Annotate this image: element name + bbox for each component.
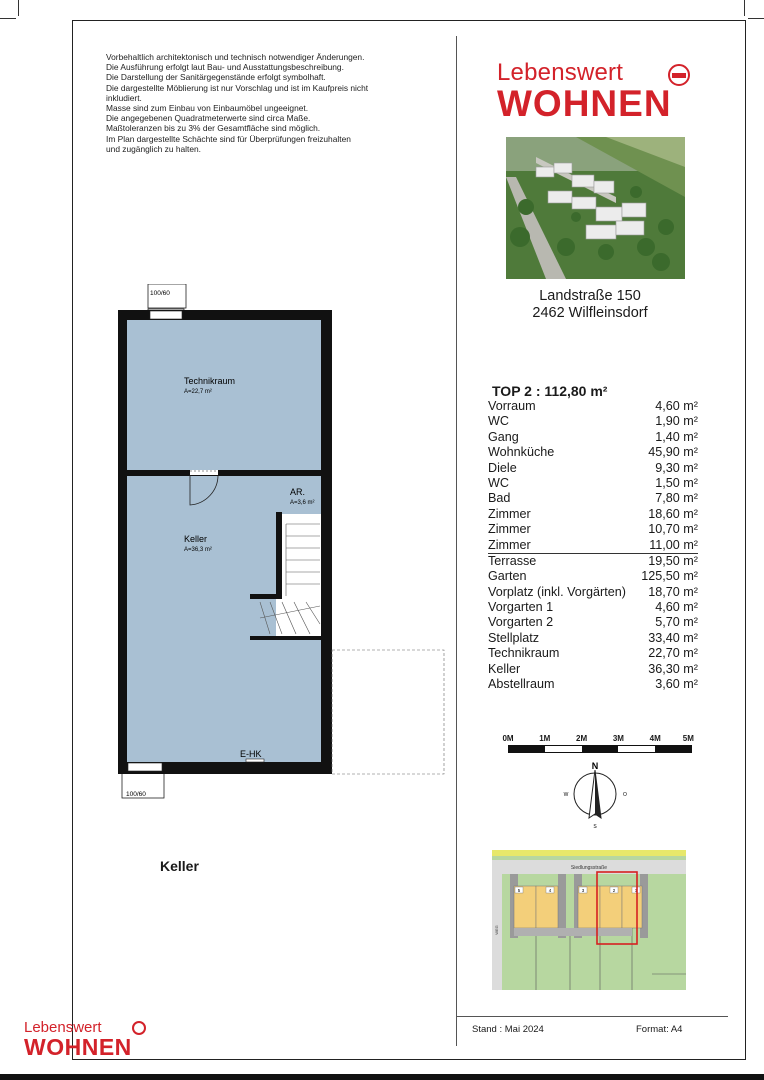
scale-label: 0M [502,734,514,743]
compass-n: N [591,761,599,771]
scale-bar-track [508,745,692,753]
room-name: Stellplatz [488,630,540,645]
room-name: Gang [488,429,519,444]
room-name: Garten [488,569,527,584]
room-area: 18,60 m² [648,506,698,521]
room-name: Zimmer [488,506,531,521]
room-area: 33,40 m² [648,630,698,645]
note-line: Vorbehaltlich architektonisch und technisch notwendiger Änderungen. [106,52,365,62]
room-area: 11,00 m² [649,537,698,552]
room-name: Terrasse [488,553,537,568]
compass-icon [560,758,630,830]
window-bottom-label: 100/60 [126,791,146,798]
scale-segment [655,746,691,752]
room-name: Vorplatz (inkl. Vorgärten) [488,584,626,599]
room-row [488,414,698,429]
crop-mark-top-right-v [744,0,761,16]
room-area: 1,90 m² [655,414,698,429]
disclaimer-notes [106,52,436,154]
room-row [488,662,698,677]
room-name: Vorraum [488,399,536,413]
seal-icon [668,64,690,86]
scale-labels [502,734,694,744]
room-area: 5,70 m² [655,615,698,630]
room-row [488,445,698,460]
scale-segment [582,746,618,752]
room-area: 4,60 m² [655,399,698,413]
compass-s: S [593,824,597,830]
room-area-list [488,399,698,692]
unit-number: 2 [612,888,616,893]
floor-label: Keller [160,858,199,874]
note-line: inkludiert. [106,92,142,103]
note-line: und zugänglich zu halten. [106,143,201,154]
room1-label: Technikraum [184,376,236,386]
unit-number: 3 [581,888,585,893]
room-name: Diele [488,460,517,475]
room-name: Wohnküche [488,445,555,460]
room-row [488,430,698,445]
stair-area [276,514,321,638]
stand-date: Stand : Mai 2024 [472,1024,544,1035]
room3-area: A=3,6 m² [290,500,315,506]
column-divider [456,36,457,1046]
note-line: Maßtoleranzen bis zu 3% der Gesamtfläche sind möglich. [106,123,321,134]
room-row [488,491,698,506]
room-area: 7,80 m² [655,491,698,506]
room-area: 4,60 m² [655,600,698,615]
crop-mark-top-left [0,18,16,35]
scale-label: 4M [649,734,661,743]
ehk-label: E-HK [240,749,262,759]
note-line: Die angegebenen Quadratmeterwerte sind circa Maße. [106,113,311,124]
scale-segment [509,746,545,752]
unit-number: 1 [634,888,638,893]
room-row [488,615,698,630]
room2-label: Keller [184,534,208,544]
crop-mark-top-right [748,18,764,35]
room-area: 36,30 m² [648,661,698,676]
site-plan [492,850,686,990]
room-name: Vorgarten 1 [488,600,554,615]
footer-seal-icon [132,1021,146,1035]
siteplan-street-label: Siedlungsstraße [570,865,608,871]
room-row [488,507,698,522]
bottom-edge-bar [0,1074,764,1080]
room-name: Zimmer [488,537,531,552]
room-row [488,631,698,646]
room-row [488,677,698,692]
siteplan-side-label: WEG [494,925,499,935]
room-name: Technikraum [488,646,560,661]
address-city: 2462 Wilfleinsdorf [532,305,648,321]
room-area: 3,60 m² [655,677,698,692]
scale-bar [502,734,694,753]
room-name: Vorgarten 2 [488,615,554,630]
room1-area: A=22,7 m² [184,389,212,395]
room-name: Zimmer [488,522,531,537]
unit-title: TOP 2 : 112,80 m² [492,383,608,399]
compass-w: W [563,792,569,798]
note-line: Im Plan dargestellte Schächte sind für Überprüfungen freizuhalten [106,133,351,144]
scale-label: 2M [576,734,588,743]
paper-format: Format: A4 [636,1024,683,1035]
room-row [488,461,698,476]
note-line: Masse sind zum Einbau von Einbaumöbel ungeeignet. [106,103,309,114]
crop-mark-top-left-v [18,0,35,16]
footer-brand-line1: Lebenswert [24,1019,102,1036]
room-name: WC [488,475,509,490]
room-technikraum [127,320,321,470]
room-name: Keller [488,661,521,676]
window-top-label: 100/60 [150,290,170,297]
room-name: WC [488,414,509,429]
room-area: 19,50 m² [648,553,698,568]
room-row [488,522,698,537]
room-row [488,476,698,491]
room3-label: AR. [290,487,306,497]
footer-divider [456,1016,728,1017]
room-row [488,585,698,600]
footer-brand-line2: WOHNEN [24,1034,132,1060]
compass-o: O [623,792,627,798]
property-address [490,288,690,322]
room-area: 10,70 m² [648,522,698,537]
note-line: Die Darstellung der Sanitärgegenstände erfolgt symbolhaft. [106,72,326,83]
room-row [488,569,698,584]
room-name: Abstellraum [488,677,555,692]
room-row [488,399,698,414]
address-street: Landstraße 150 [539,288,641,304]
room-area: 125,50 m² [641,569,698,584]
unit-number: 5 [517,888,521,893]
room-name: Bad [488,491,511,506]
brand-logo [497,60,702,122]
unit-number: 4 [548,888,552,893]
brand-line1: Lebenswert [497,59,624,86]
room-area: 9,30 m² [655,460,698,475]
room-row [488,554,698,569]
room-row [488,538,698,554]
room-area: 18,70 m² [648,584,698,599]
room-row [488,600,698,615]
floor-plan [110,284,450,804]
scale-label: 3M [612,734,624,743]
aerial-rendering-image [506,137,685,279]
scale-label: 5M [682,734,694,743]
note-line: Die Ausführung erfolgt laut Bau- und Ausstattungsbeschreibung. [106,62,344,73]
room2-area: A=36,3 m² [184,547,212,553]
scale-label: 1M [539,734,551,743]
room-area: 1,50 m² [655,475,698,490]
room-area: 45,90 m² [648,445,698,460]
room-area: 22,70 m² [648,646,698,661]
room-area: 1,40 m² [655,429,698,444]
note-line: Die dargestellte Möblierung ist nur Vorschlag und ist im Kaufpreis nicht [106,82,369,93]
footer-brand-logo [24,1020,154,1058]
aerial-rendering-svg [506,137,685,279]
brand-line2: WOHNEN [497,83,672,124]
room-row [488,646,698,661]
